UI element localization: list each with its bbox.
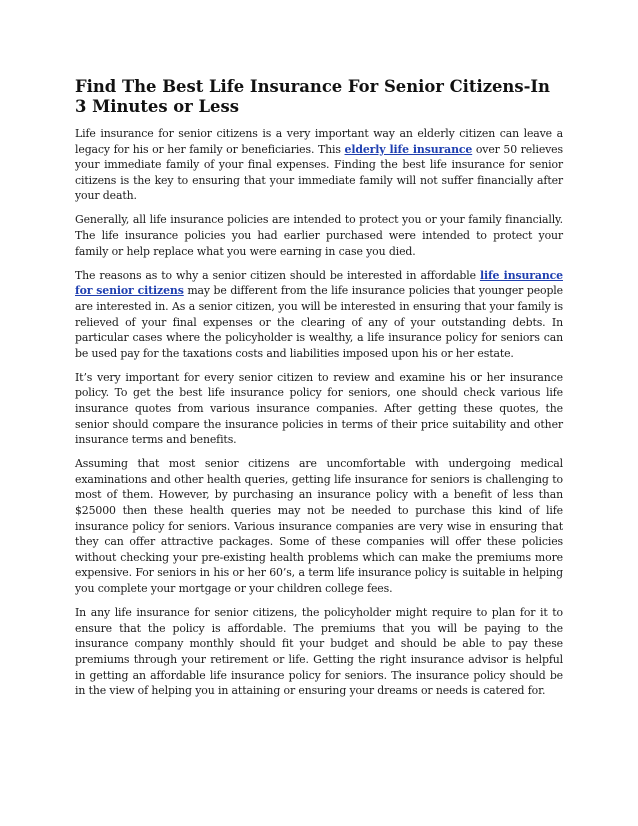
document-page [75,77,563,707]
paragraph-5: Assuming that most senior citizens are uncomfortable with undergoing medical examinations and other health queries, getting life insurance for seniors is challenging to most of them. However, by purchasing an insurance policy with a benefit of less than $25000 then these health queries may not be needed to purchase this kind of life insurance policy for seniors. Various insurance companies are very wise in ensuring that they can offer attractive packages. Some of these companies will offer these policies without checking your pre-existing health problems which can make the premiums more expensive. For seniors in his or her 60’s, a term life insurance policy is suitable in helping you complete your mortgage or your children college fees. [75,457,563,596]
paragraph-4: It’s very important for every senior citizen to review and examine his or her insurance policy. To get the best life insurance policy for seniors, one should check various life insurance quotes from various insurance companies. After getting these quotes, the senior should compare the insurance policies in terms of their price suitability and other insurance terms and benefits. [75,370,563,447]
life-insurance-for-senior-citizens-link[interactable]: life insurance for senior citizens [75,268,563,298]
paragraph-3-text-after: may be different from the life insurance policies that younger people are interested in. As a senior citizen, you will be interested in ensuring that your family is relieved of your final expenses or the clearing of any of your outstanding debts. In particular cases where the policyholder is wealthy, a life insurance policy for seniors can be used pay for the taxations costs and liabilities imposed upon his or her estate. [75,284,563,360]
document-title: Find The Best Life Insurance For Senior Citizens-In 3 Minutes or Less [75,77,550,116]
paragraph-3 [75,268,563,362]
paragraph-1 [75,126,563,204]
paragraph-1-text-before: Life insurance for senior citizens is a very important way an elderly citizen can leave a legacy for his or her family or beneficiaries. This [75,127,563,156]
paragraph-1-text-after: over 50 relieves your immediate family of your final expenses. Finding the best life insurance for senior citizens is the key to ensuring that your immediate family will not suffer financially after your death. [75,142,563,203]
paragraph-6: In any life insurance for senior citizens, the policyholder might require to plan for it to ensure that the policy is affordable. The premiums that you will be paying to the insurance company monthly should fit your budget and should be able to pay these premiums through your retirement or life. Getting the right insurance advisor is helpful in getting an affordable life insurance policy for seniors. The insurance policy should be in the view of helping you in attaining or ensuring your dreams or needs is catered for. [75,606,563,698]
paragraph-3-text-before: The reasons as to why a senior citizen should be interested in affordable [75,268,480,282]
paragraph-2: Generally, all life insurance policies are intended to protect you or your family financially. The life insurance policies you had earlier purchased were intended to protect your family or help replace what you were earning in case you died. [75,213,563,258]
elderly-life-insurance-link[interactable]: elderly life insurance [344,142,473,156]
